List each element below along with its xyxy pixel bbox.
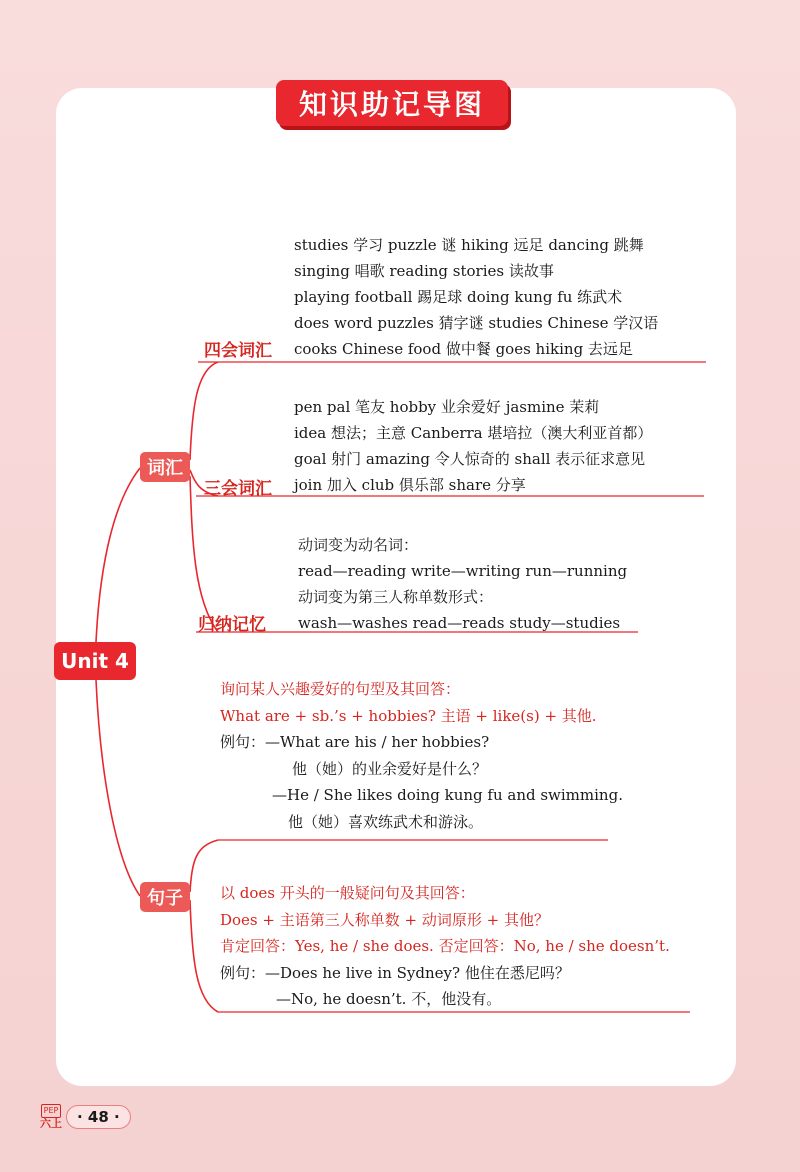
page-footer	[40, 1104, 131, 1130]
sentence-heading: 以 does 开头的一般疑问句及其回答：	[220, 884, 475, 902]
branch-node-sentences: 句子	[140, 882, 190, 912]
vocab-line: does word puzzles 猜字谜 studies Chinese 学汉语	[294, 314, 659, 332]
vocab-line: cooks Chinese food 做中餐 goes hiking 去远足	[294, 340, 633, 358]
page-number: · 48 ·	[66, 1105, 131, 1129]
vocab-line: join 加入 club 俱乐部 share 分享	[294, 476, 526, 494]
four-skills-vocab-list	[294, 232, 658, 362]
example-line: 例句：—What are his / her hobbies?	[220, 733, 490, 751]
summary-memory-list	[298, 532, 627, 636]
vocab-line: goal 射门 amazing 令人惊奇的 shall 表示征求意见	[294, 450, 646, 468]
example-line: 例句：—Does he live in Sydney? 他住在悉尼吗？	[220, 963, 570, 982]
root-node-unit4: Unit 4	[54, 642, 136, 680]
summary-line: read—reading write—writing run—running	[298, 562, 628, 580]
vocab-line: singing 唱歌 reading stories 读故事	[294, 262, 554, 280]
sentence-pattern: Does + 主语第三人称单数 + 动词原形 + 其他？	[220, 910, 549, 929]
pep-label: PEP	[41, 1104, 62, 1118]
vocab-line: idea 想法；主意 Canberra 堪培拉（澳大利亚首都）	[294, 424, 653, 442]
vocab-line: pen pal 笔友 hobby 业余爱好 jasmine 茉莉	[294, 398, 600, 416]
grade-badge	[40, 1104, 62, 1130]
example-line: 他（她）喜欢练武术和游泳。	[288, 812, 484, 831]
sentence-answers: 肯定回答：Yes, he / she does. 否定回答：No, he / she doesn’t.	[220, 937, 670, 955]
three-skills-vocab-list	[294, 394, 652, 498]
sentence-pattern: What are + sb.’s + hobbies? 主语 + like(s) + 其他.	[220, 706, 597, 725]
example-line: —No, he doesn’t. 不，他没有。	[276, 990, 502, 1008]
example-line: —He / She likes doing kung fu and swimming.	[272, 786, 623, 804]
sentence-heading: 询问某人兴趣爱好的句型及其回答：	[220, 680, 461, 698]
summary-line: 动词变为动名词：	[298, 536, 419, 554]
vocab-line: studies 学习 puzzle 谜 hiking 远足 dancing 跳舞	[294, 236, 644, 254]
summary-line: 动词变为第三人称单数形式：	[298, 588, 494, 606]
label-four-skills-vocab: 四会词汇	[204, 341, 272, 361]
example-line: 他（她）的业余爱好是什么？	[292, 759, 488, 778]
vocab-line: playing football 踢足球 doing kung fu 练武术	[294, 288, 623, 306]
sentence-block-hobbies	[220, 676, 623, 835]
title-banner	[276, 80, 508, 126]
grade-label: 六上	[40, 1117, 62, 1130]
page-title: 知识助记导图	[298, 88, 485, 121]
label-three-skills-vocab: 三会词汇	[204, 479, 272, 499]
sentence-block-does	[220, 880, 670, 1013]
summary-line: wash—washes read—reads study—studies	[298, 614, 621, 632]
branch-node-vocabulary: 词汇	[140, 452, 190, 482]
label-summary-memory: 归纳记忆	[198, 615, 266, 635]
